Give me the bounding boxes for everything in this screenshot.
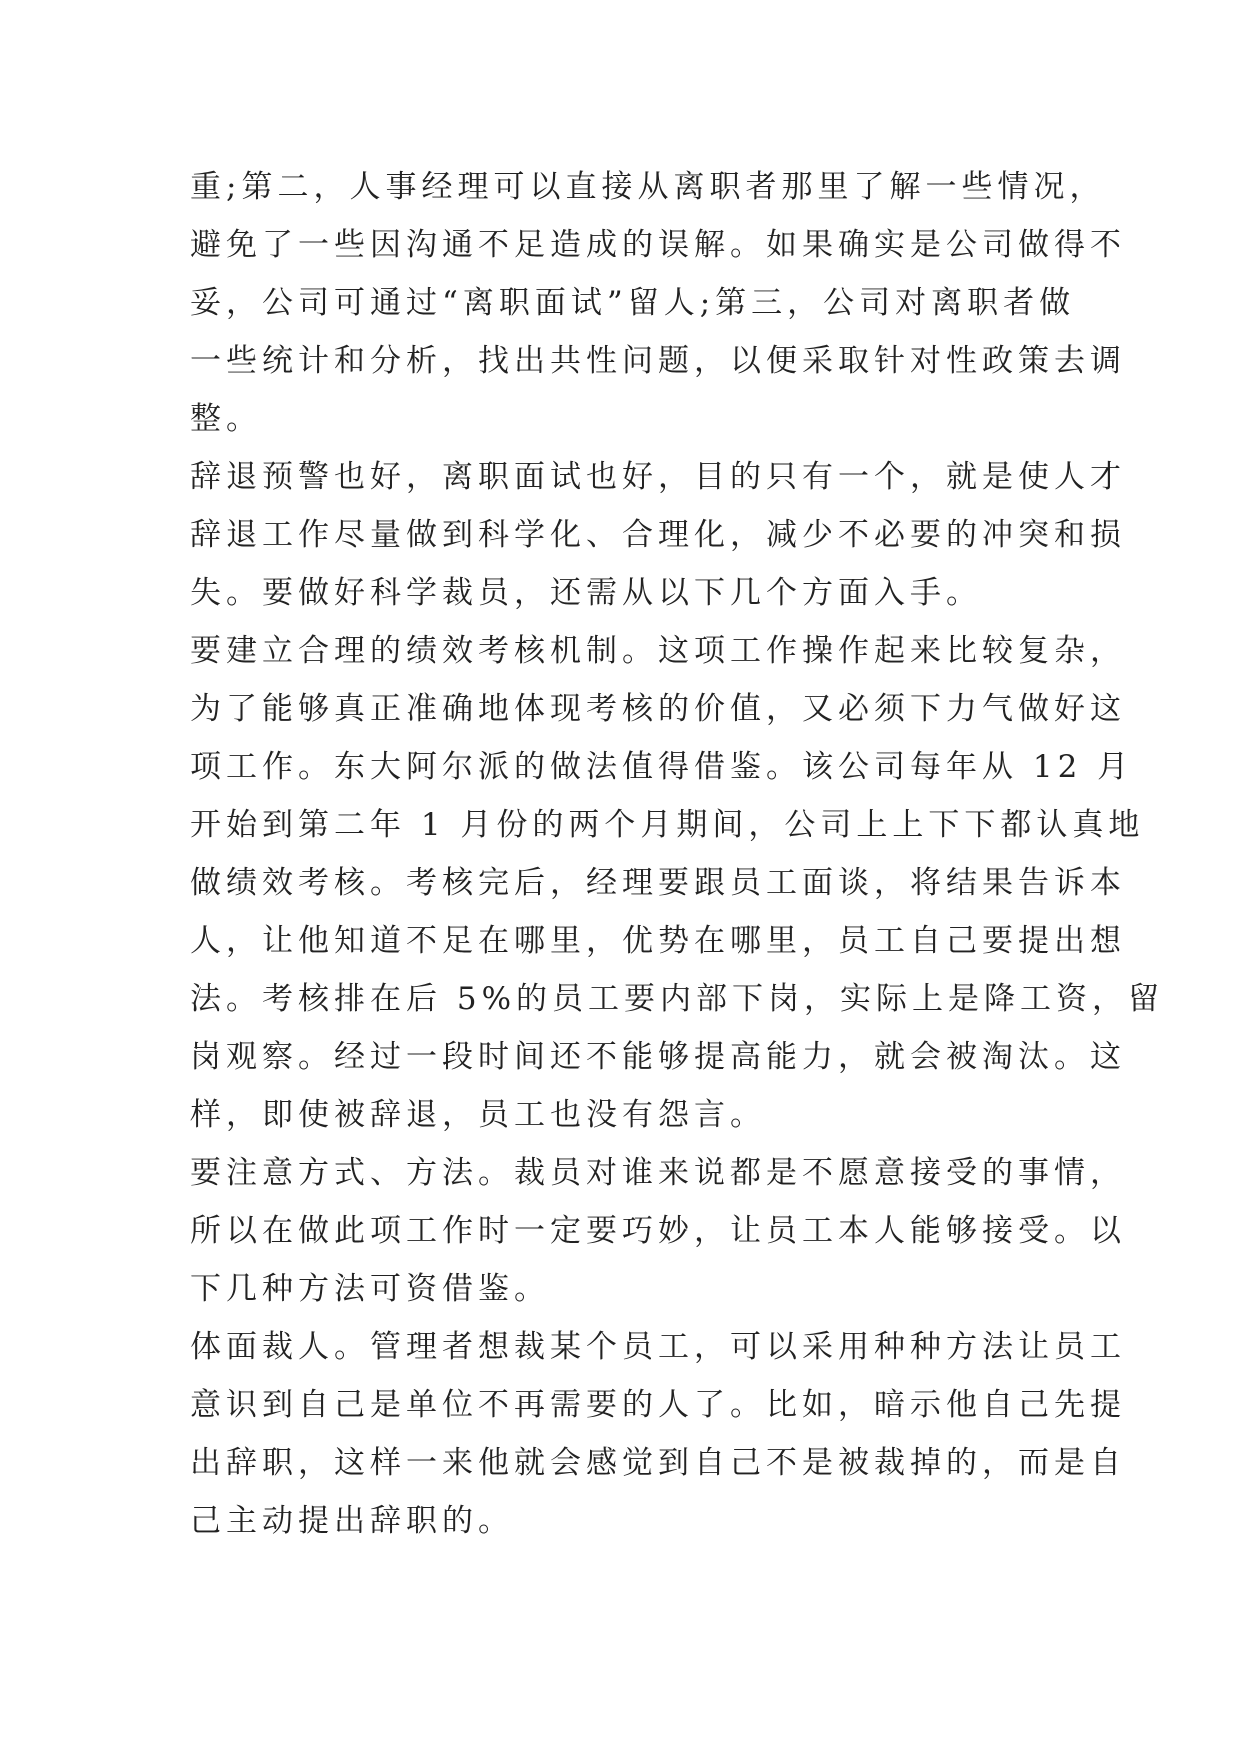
text-line: 一些统计和分析，找出共性问题，以便采取针对性政策去调 bbox=[190, 343, 1126, 379]
text-line: 项工作。东大阿尔派的做法值得借鉴。该公司每年从 12 月 bbox=[190, 749, 1134, 785]
text-line: 做绩效考核。考核完后，经理要跟员工面谈，将结果告诉本 bbox=[190, 865, 1126, 901]
text-line: 为了能够真正准确地体现考核的价值，又必须下力气做好这 bbox=[190, 691, 1126, 727]
text-line: 失。要做好科学裁员，还需从以下几个方面入手。 bbox=[190, 575, 982, 611]
text-line: 要建立合理的绩效考核机制。这项工作操作起来比较复杂， bbox=[190, 633, 1126, 669]
text-line: 下几种方法可资借鉴。 bbox=[190, 1271, 550, 1307]
text-line: 意识到自己是单位不再需要的人了。比如，暗示他自己先提 bbox=[190, 1387, 1126, 1423]
text-line: 避免了一些因沟通不足造成的误解。如果确实是公司做得不 bbox=[190, 227, 1126, 263]
text-line: 重;第二，人事经理可以直接从离职者那里了解一些情况， bbox=[190, 169, 1106, 205]
text-line: 人，让他知道不足在哪里，优势在哪里，员工自己要提出想 bbox=[190, 923, 1126, 959]
text-line: 体面裁人。管理者想裁某个员工，可以采用种种方法让员工 bbox=[190, 1329, 1126, 1365]
text-line: 要注意方式、方法。裁员对谁来说都是不愿意接受的事情， bbox=[190, 1155, 1126, 1191]
text-line: 妥，公司可通过“离职面试”留人;第三，公司对离职者做 bbox=[190, 285, 1076, 321]
body-text bbox=[190, 158, 1165, 1550]
text-line: 出辞职，这样一来他就会感觉到自己不是被裁掉的，而是自 bbox=[190, 1445, 1126, 1481]
text-line: 己主动提出辞职的。 bbox=[190, 1503, 514, 1539]
text-line: 所以在做此项工作时一定要巧妙，让员工本人能够接受。以 bbox=[190, 1213, 1126, 1249]
text-line: 整。 bbox=[190, 401, 262, 437]
text-line: 样，即使被辞退，员工也没有怨言。 bbox=[190, 1097, 766, 1133]
text-line: 辞退工作尽量做到科学化、合理化，减少不必要的冲突和损 bbox=[190, 517, 1126, 553]
text-line: 法。考核排在后 5%的员工要内部下岗，实际上是降工资，留 bbox=[190, 981, 1165, 1017]
text-line: 辞退预警也好，离职面试也好，目的只有一个，就是使人才 bbox=[190, 459, 1126, 495]
text-line: 开始到第二年 1 月份的两个月期间，公司上上下下都认真地 bbox=[190, 807, 1145, 843]
text-line: 岗观察。经过一段时间还不能够提高能力，就会被淘汰。这 bbox=[190, 1039, 1126, 1075]
